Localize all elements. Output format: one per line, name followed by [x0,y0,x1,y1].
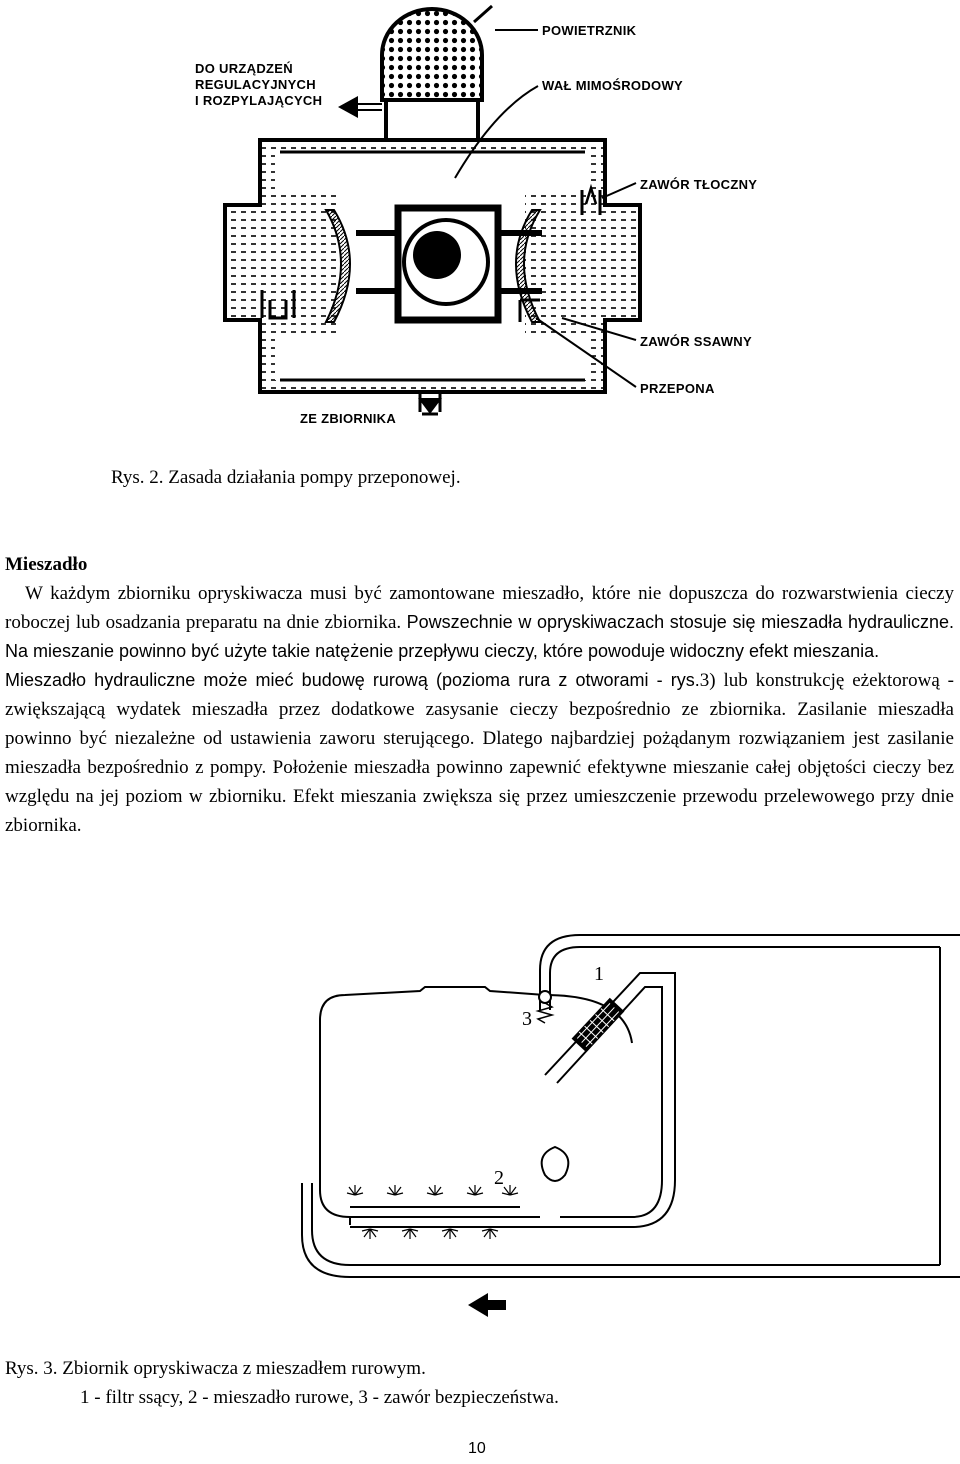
mixer-pipe [350,1207,520,1217]
pump-diagram [0,0,960,440]
marker-1: 1 [594,963,604,985]
paragraph-2 [5,666,954,840]
air-chamber [382,6,492,100]
marker-3: 3 [522,1008,532,1030]
mixer-jets [347,1185,518,1239]
tank-diagram [0,925,960,1325]
paragraph-2-serif: 3) lub konstrukcję eżektorową - zwiększającą wydatek mieszadła przez dodatkowe zasysanie cieczy bezpośrednio ze zbiornika. Zasilanie mieszadła powinno być niezależne od ustawienia zaworu sterującego. Dlatego najbardziej pożądanym rozwiązaniem jest zasilanie mieszadła bezpośrednio z pompy. Położenie mieszadła powinno zapewnić efektywne mieszanie całej objętości cieczy bez względu na jej poziom w zbiorniku. Efekt mieszania zwiększa się przez umieszczenie przewodu przelewowego przy dnie zbiornika. [5,670,954,836]
label-diaphragm: PRZEPONA [640,381,715,396]
figure1-caption: Rys. 2. Zasada działania pompy przeponowej. [111,467,461,488]
paragraph-1-serif: W każdym zbiorniku opryskiwacza musi być zamontowane mieszadło, które nie dopuszcza do rozwarstwienia cieczy roboczej lub osadzania preparatu na dnie zbiornika. [5,583,954,633]
label-outlet-line2: REGULACYJNYCH [195,77,316,92]
figure-diaphragm-pump [0,0,960,440]
paragraph-1-sans: Powszechnie w opryskiwaczach stosuje się mieszadła hydrauliczne. Na mieszanie powinno być użyte takie natężenie przepływu cieczy, które powoduje widoczny efekt mieszania. [5,612,955,661]
label-outlet-line3: I ROZPYLAJĄCYCH [195,93,323,108]
section-mixer [5,550,954,840]
inlet-valve [418,392,442,414]
marker-2: 2 [494,1167,504,1189]
flow-arrow [468,1293,506,1317]
figure2-caption: Rys. 3. Zbiornik opryskiwacza z mieszadłem rurowym. [5,1358,426,1379]
label-delivery-valve: ZAWÓR TŁOCZNY [640,177,758,192]
figure2-legend: 1 - filtr ssący, 2 - mieszadło rurowe, 3 - zawór bezpieczeństwa. [80,1387,559,1408]
page-number: 10 [468,1440,486,1457]
label-outlet [195,61,322,109]
label-eccentric-shaft: WAŁ MIMOŚRODOWY [542,78,683,93]
label-air-chamber: POWIETRZNIK [542,23,637,38]
suction-filter [572,998,625,1053]
label-from-tank: ZE ZBIORNIKA [300,411,397,426]
outlet-arrow [338,96,382,118]
section-heading: Mieszadło [5,554,88,575]
paragraph-1 [5,579,954,666]
label-outlet-line1: DO URZĄDZEŃ [195,61,293,76]
supply-pipe [312,1183,940,1265]
figure-tank-mixer [0,925,960,1325]
paragraph-2-sans: Mieszadło hydrauliczne może mieć budowę rurową (pozioma rura z otworami - rys. [5,670,700,690]
label-suction-valve: ZAWÓR SSAWNY [640,334,752,349]
